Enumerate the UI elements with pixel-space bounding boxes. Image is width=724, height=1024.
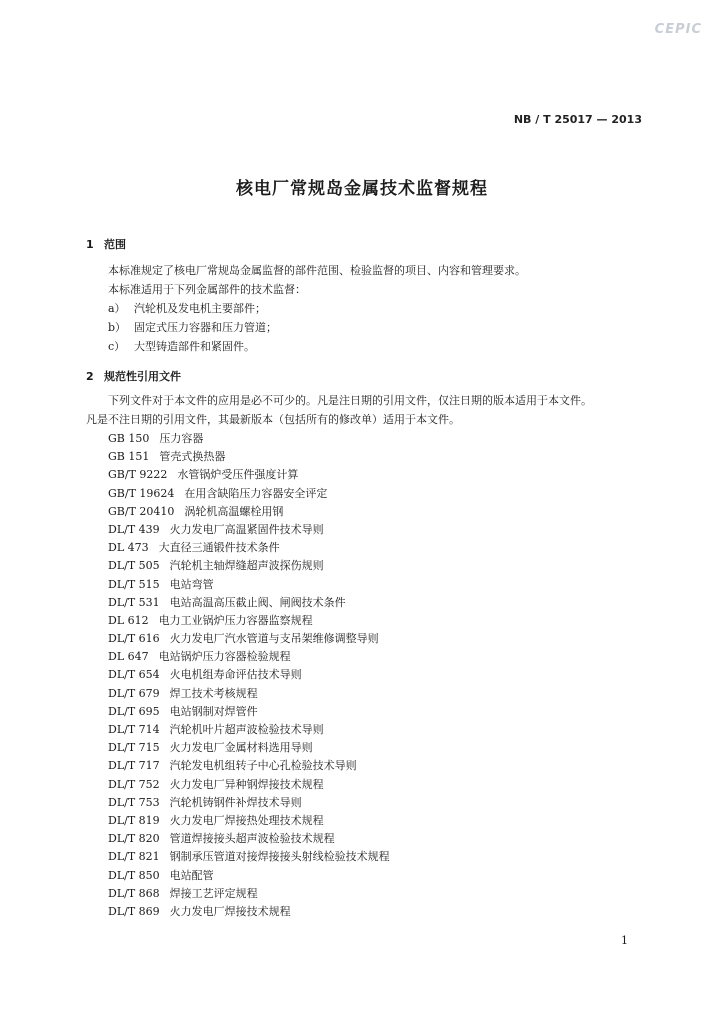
reference-code: DL/T 616 [108,632,160,646]
reference-code: DL/T 715 [108,741,160,755]
section-1-item-c [108,338,255,356]
item-text: 汽轮机及发电机主要部件； [134,302,266,315]
reference-item [108,685,390,703]
reference-item [108,430,390,448]
item-text: 大型铸造部件和紧固件。 [134,340,255,353]
normative-references-list [108,430,390,921]
section-1-heading [86,236,126,252]
reference-code: GB 151 [108,450,150,464]
reference-title: 火电机组寿命评估技术导则 [169,668,302,682]
section-2-para-line-1: 下列文件对于本文件的应用是必不可少的。凡是注日期的引用文件，仅注日期的版本适用于本文件。 [108,394,592,407]
reference-item [108,594,390,612]
reference-item [108,794,390,812]
reference-title: 火力发电厂焊接技术规程 [169,904,291,918]
reference-code: DL 647 [108,650,149,664]
cepic-watermark-logo: CEPIC [654,22,702,37]
reference-code: DL/T 821 [108,850,160,864]
reference-item [108,776,390,794]
section-2-title: 规范性引用文件 [104,370,181,383]
reference-title: 涡轮机高温螺栓用钢 [184,504,284,518]
reference-code: GB/T 9222 [108,468,168,482]
section-1-number: 1 [86,238,94,251]
reference-title: 管道焊接接头超声波检验技术规程 [169,832,335,846]
reference-title: 电站锅炉压力容器检验规程 [158,650,291,664]
reference-title: 焊接工艺评定规程 [169,886,258,900]
reference-title: 火力发电厂异种钢焊接技术规程 [169,777,324,791]
item-text: 固定式压力容器和压力管道； [134,321,277,334]
section-1-item-b [108,319,277,337]
reference-code: DL/T 654 [108,668,160,682]
reference-item [108,466,390,484]
section-1-para-2: 本标准适用于下列金属部件的技术监督： [108,283,306,296]
reference-item [108,885,390,903]
page-number: 1 [621,934,628,947]
reference-code: DL 612 [108,613,149,627]
reference-code: DL/T 717 [108,759,160,773]
reference-code: DL/T 695 [108,704,160,718]
reference-item [108,539,390,557]
item-marker: c） [108,340,126,353]
reference-code: DL/T 820 [108,832,160,846]
reference-title: 钢制承压管道对接焊接接头射线检验技术规程 [169,850,390,864]
reference-item [108,448,390,466]
reference-item [108,503,390,521]
reference-title: 管壳式换热器 [159,450,226,464]
reference-title: 电力工业锅炉压力容器监察规程 [158,613,313,627]
reference-code: DL 473 [108,541,149,555]
item-marker: a） [108,302,126,315]
reference-title: 水管锅炉受压件强度计算 [177,468,299,482]
reference-code: DL/T 868 [108,886,160,900]
section-1-para-1: 本标准规定了核电厂常规岛金属监督的部件范围、检验监督的项目、内容和管理要求。 [108,264,526,277]
reference-item [108,721,390,739]
reference-item [108,612,390,630]
reference-title: 电站配管 [169,868,214,882]
section-1-title: 范围 [104,238,126,251]
reference-title: 火力发电厂汽水管道与支吊架维修调整导则 [169,632,379,646]
reference-code: DL/T 819 [108,813,160,827]
reference-item [108,739,390,757]
reference-title: 电站弯管 [169,577,214,591]
reference-title: 火力发电厂高温紧固件技术导则 [169,522,324,536]
reference-title: 汽轮发电机组转子中心孔检验技术导则 [169,759,357,773]
reference-code: DL/T 439 [108,522,160,536]
reference-code: GB/T 19624 [108,486,175,500]
section-2-para-line-2: 凡是不注日期的引用文件，其最新版本（包括所有的修改单）适用于本文件。 [86,413,460,426]
reference-item [108,557,390,575]
reference-item [108,630,390,648]
reference-item [108,521,390,539]
reference-item [108,703,390,721]
reference-title: 汽轮机叶片超声波检验技术导则 [169,723,324,736]
reference-title: 大直径三通锻件技术条件 [158,541,280,555]
reference-item [108,830,390,848]
item-marker: b） [108,321,127,334]
reference-code: DL/T 531 [108,595,160,609]
reference-item [108,666,390,684]
reference-item [108,903,390,921]
section-2-number: 2 [86,370,94,383]
reference-title: 在用含缺陷压力容器安全评定 [184,486,328,500]
reference-code: GB/T 20410 [108,504,175,518]
reference-code: DL/T 869 [108,904,160,918]
reference-title: 汽轮机主轴焊缝超声波探伤规则 [169,559,324,573]
reference-title: 焊工技术考核规程 [169,686,258,700]
reference-title: 压力容器 [159,432,204,445]
section-2-heading [86,368,181,384]
reference-item [108,576,390,594]
reference-code: DL/T 850 [108,868,160,882]
reference-item [108,648,390,666]
standard-number: NB / T 25017 — 2013 [513,113,642,126]
section-1-item-a [108,300,266,318]
reference-title: 汽轮机铸钢件补焊技术导则 [169,795,302,809]
reference-code: DL/T 752 [108,777,160,791]
reference-code: DL/T 753 [108,795,160,809]
reference-code: DL/T 714 [108,723,160,736]
reference-title: 火力发电厂金属材料选用导则 [169,741,313,755]
reference-item [108,848,390,866]
reference-title: 电站高温高压截止阀、闸阀技术条件 [169,595,346,609]
reference-code: DL/T 505 [108,559,160,573]
document-title: 核电厂常规岛金属技术监督规程 [236,179,488,199]
reference-item [108,757,390,775]
reference-code: DL/T 515 [108,577,160,591]
reference-title: 电站钢制对焊管件 [169,704,258,718]
reference-code: GB 150 [108,432,150,445]
reference-item [108,867,390,885]
reference-item [108,485,390,503]
reference-code: DL/T 679 [108,686,160,700]
reference-item [108,812,390,830]
reference-title: 火力发电厂焊接热处理技术规程 [169,813,324,827]
